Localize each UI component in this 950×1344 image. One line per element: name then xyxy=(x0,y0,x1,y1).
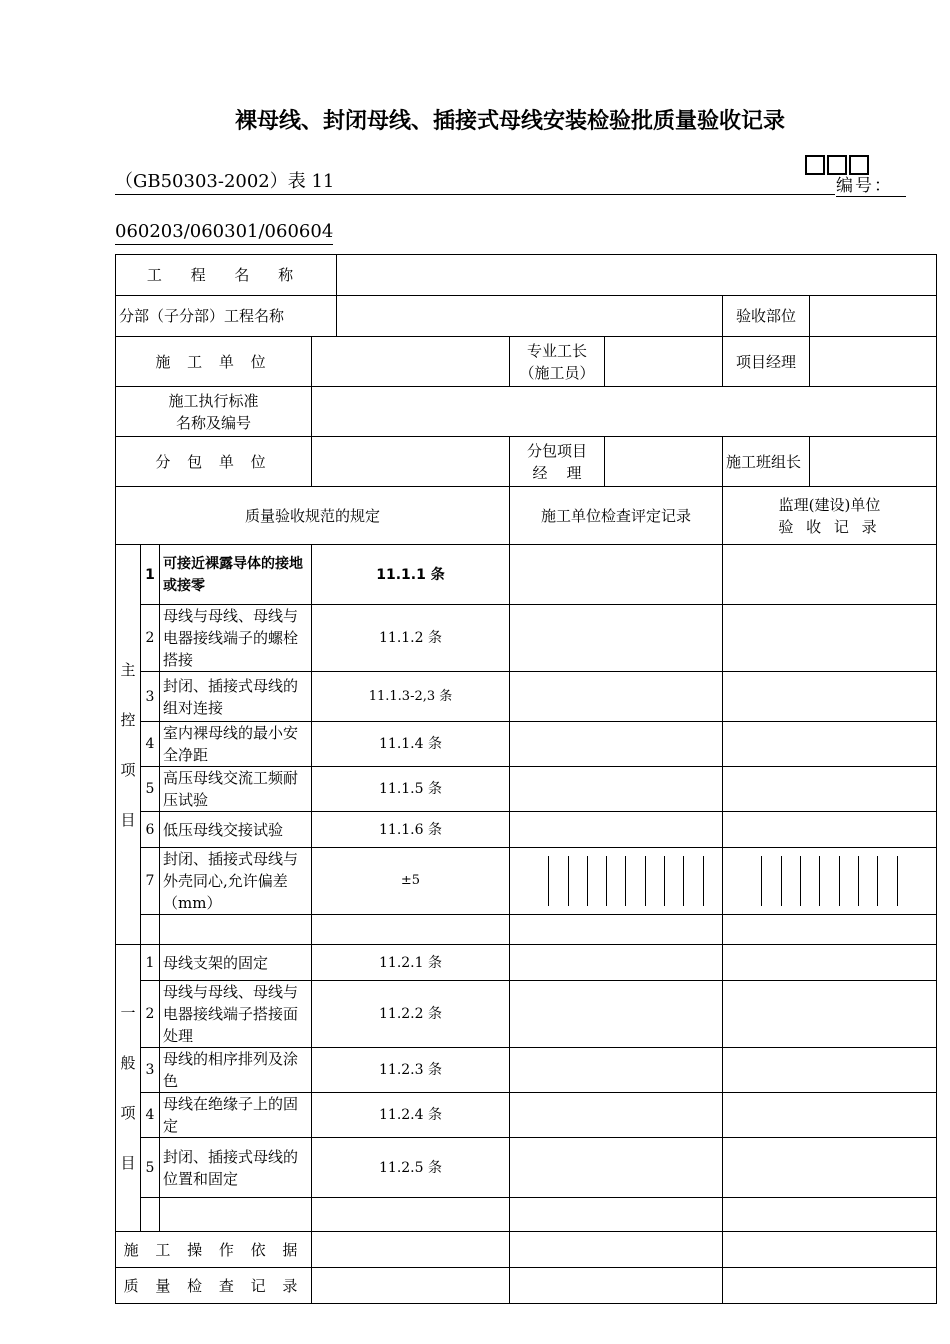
item-text: 母线支架的固定 xyxy=(160,945,312,981)
accept-part-value[interactable] xyxy=(810,296,937,337)
item-reference: 11.2.5 条 xyxy=(312,1138,510,1198)
general-item-row xyxy=(116,1093,937,1138)
main-item-row xyxy=(116,848,937,915)
quality-record-label: 质 量 检 查 记 录 xyxy=(116,1268,312,1304)
item-reference: 11.1.6 条 xyxy=(312,812,510,848)
pm-value[interactable] xyxy=(810,337,937,387)
item-reference: 11.2.4 条 xyxy=(312,1093,510,1138)
subcontractor-label: 分 包 单 位 xyxy=(116,437,312,487)
team-leader-label: 施工班组长 xyxy=(723,437,810,487)
standard-reference: （GB50303-2002）表 11 xyxy=(115,170,835,195)
serial-label: 编号： xyxy=(836,176,906,197)
quality-record-supervisor[interactable] xyxy=(723,1268,937,1304)
supervisor-record-cell[interactable] xyxy=(723,767,937,812)
supervisor-record-cell[interactable] xyxy=(723,545,937,605)
row-project-name xyxy=(116,255,937,296)
main-item-row xyxy=(116,767,937,812)
item-reference: 11.1.5 条 xyxy=(312,767,510,812)
project-name-label: 工 程 名 称 xyxy=(116,255,337,296)
row-sub-project xyxy=(116,296,937,337)
standard-label: 施工执行标准 名称及编号 xyxy=(116,387,312,437)
item-number: 4 xyxy=(141,1093,160,1138)
item-reference: 11.1.1 条 xyxy=(312,545,510,605)
contractor-record-header: 施工单位检查评定记录 xyxy=(510,487,723,545)
item-text: 母线与母线、母线与电器接线端子的螺栓搭接 xyxy=(160,605,312,672)
main-item-row xyxy=(116,812,937,848)
general-item-row xyxy=(116,1138,937,1198)
contractor-record-cell[interactable] xyxy=(510,812,723,848)
supervisor-header: 监理(建设)单位 验 收 记 录 xyxy=(723,487,937,545)
item-text: 可接近裸露导体的接地或接零 xyxy=(160,545,312,605)
form-codes: 060203/060301/060604 xyxy=(115,220,333,245)
supervisor-record-cell[interactable] xyxy=(723,722,937,767)
general-item-row xyxy=(116,1048,937,1093)
supervisor-record-cell[interactable] xyxy=(723,945,937,981)
subcontractor-value[interactable] xyxy=(312,437,510,487)
contractor-record-cell[interactable] xyxy=(510,605,723,672)
item-reference: 11.1.2 条 xyxy=(312,605,510,672)
row-column-headers xyxy=(116,487,937,545)
foreman-label: 专业工长 （施工员） xyxy=(510,337,605,387)
item-reference: 11.2.2 条 xyxy=(312,981,510,1048)
item-number: 3 xyxy=(141,672,160,722)
contractor-record-cell[interactable] xyxy=(510,767,723,812)
item-number: 3 xyxy=(141,1048,160,1093)
item-number: 2 xyxy=(141,981,160,1048)
supervisor-record-cell[interactable] xyxy=(723,812,937,848)
foreman-value[interactable] xyxy=(605,337,723,387)
main-section-label: 主 控 项 目 xyxy=(116,545,141,945)
main-blank-row xyxy=(116,915,937,945)
row-subcontractor xyxy=(116,437,937,487)
item-reference: 11.1.3-2,3 条 xyxy=(312,672,510,722)
item-number: 4 xyxy=(141,722,160,767)
quality-record-contractor[interactable] xyxy=(510,1268,723,1304)
deviation-grid-supervisor[interactable] xyxy=(723,848,937,915)
row-contractor xyxy=(116,337,937,387)
general-item-row xyxy=(116,945,937,981)
supervisor-record-cell[interactable] xyxy=(723,672,937,722)
operation-basis-value[interactable] xyxy=(312,1232,510,1268)
spec-header: 质量验收规范的规定 xyxy=(116,487,510,545)
operation-basis-label: 施 工 操 作 依 据 xyxy=(116,1232,312,1268)
item-number: 5 xyxy=(141,767,160,812)
contractor-value[interactable] xyxy=(312,337,510,387)
standard-value[interactable] xyxy=(312,387,937,437)
quality-record-value[interactable] xyxy=(312,1268,510,1304)
contractor-record-cell[interactable] xyxy=(510,545,723,605)
contractor-record-cell[interactable] xyxy=(510,1048,723,1093)
item-text: 封闭、插接式母线与外壳同心,允许偏差（mm） xyxy=(160,848,312,915)
item-reference: ±5 xyxy=(312,848,510,915)
item-text: 母线与母线、母线与电器接线端子搭接面处理 xyxy=(160,981,312,1048)
sub-pm-value[interactable] xyxy=(605,437,723,487)
contractor-record-cell[interactable] xyxy=(510,1138,723,1198)
contractor-record-cell[interactable] xyxy=(510,672,723,722)
item-text: 封闭、插接式母线的组对连接 xyxy=(160,672,312,722)
operation-basis-supervisor[interactable] xyxy=(723,1232,937,1268)
contractor-record-cell[interactable] xyxy=(510,722,723,767)
item-number: 7 xyxy=(141,848,160,915)
main-item-row xyxy=(116,722,937,767)
supervisor-record-cell[interactable] xyxy=(723,981,937,1048)
item-text: 封闭、插接式母线的位置和固定 xyxy=(160,1138,312,1198)
main-item-row xyxy=(116,672,937,722)
item-text: 室内裸母线的最小安全净距 xyxy=(160,722,312,767)
contractor-record-cell[interactable] xyxy=(510,945,723,981)
supervisor-record-cell[interactable] xyxy=(723,1093,937,1138)
item-number: 1 xyxy=(141,545,160,605)
item-reference: 11.1.4 条 xyxy=(312,722,510,767)
item-text: 母线的相序排列及涂色 xyxy=(160,1048,312,1093)
item-text: 低压母线交接试验 xyxy=(160,812,312,848)
deviation-grid-contractor[interactable] xyxy=(510,848,723,915)
item-number: 5 xyxy=(141,1138,160,1198)
accept-part-label: 验收部位 xyxy=(723,296,810,337)
sub-project-value[interactable] xyxy=(337,296,723,337)
sub-pm-label: 分包项目 经 理 xyxy=(510,437,605,487)
inspection-table xyxy=(115,254,937,1304)
item-reference: 11.2.3 条 xyxy=(312,1048,510,1093)
general-section-label: 一 般 项 目 xyxy=(116,945,141,1232)
row-operation-basis xyxy=(116,1232,937,1268)
contractor-record-cell[interactable] xyxy=(510,981,723,1048)
item-reference: 11.2.1 条 xyxy=(312,945,510,981)
contractor-record-cell[interactable] xyxy=(510,1093,723,1138)
form-title: 裸母线、封闭母线、插接式母线安装检验批质量验收记录 xyxy=(234,109,785,134)
contractor-label: 施 工 单 位 xyxy=(116,337,312,387)
main-item-row xyxy=(116,545,937,605)
sub-project-label: 分部（子分部）工程名称 xyxy=(116,296,337,337)
team-leader-value[interactable] xyxy=(810,437,937,487)
row-quality-record xyxy=(116,1268,937,1304)
item-text: 高压母线交流工频耐压试验 xyxy=(160,767,312,812)
item-number: 2 xyxy=(141,605,160,672)
serial-box[interactable] xyxy=(849,155,869,175)
supervisor-record-cell[interactable] xyxy=(723,1048,937,1093)
general-item-row xyxy=(116,981,937,1048)
main-item-row xyxy=(116,605,937,672)
supervisor-record-cell[interactable] xyxy=(723,605,937,672)
item-number: 6 xyxy=(141,812,160,848)
item-number: 1 xyxy=(141,945,160,981)
project-name-value[interactable] xyxy=(337,255,937,296)
operation-basis-contractor[interactable] xyxy=(510,1232,723,1268)
general-blank-row xyxy=(116,1198,937,1232)
supervisor-record-cell[interactable] xyxy=(723,1138,937,1198)
item-text: 母线在绝缘子上的固定 xyxy=(160,1093,312,1138)
row-standard xyxy=(116,387,937,437)
pm-label: 项目经理 xyxy=(723,337,810,387)
